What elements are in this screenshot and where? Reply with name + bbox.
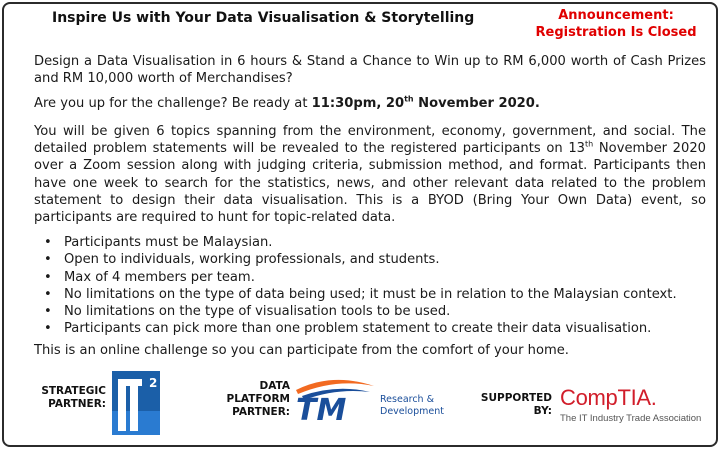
details-part-1: You will be given 6 topics spanning from the environment, economy, government, and social. The detailed problem statements will be revealed to the registered participants on 13 bbox=[34, 124, 706, 157]
rule-text: Open to individuals, working professionals, and students. bbox=[64, 252, 440, 268]
announcement-line-2: Registration Is Closed bbox=[535, 25, 697, 40]
bullet-icon: • bbox=[44, 304, 52, 320]
list-item bbox=[44, 251, 714, 268]
list-item bbox=[44, 234, 714, 251]
tm-research-line-2: Development bbox=[380, 406, 444, 417]
challenge-time-sup: th bbox=[404, 94, 414, 104]
supported-label-line-2: BY: bbox=[533, 405, 552, 417]
closing-paragraph: This is an online challenge so you can participate from the comfort of your home. bbox=[34, 343, 569, 358]
rule-text: Max of 4 members per team. bbox=[64, 269, 255, 285]
rule-text: No limitations on the type of visualisation tools to be used. bbox=[64, 304, 451, 320]
challenge-paragraph bbox=[34, 95, 706, 112]
details-part-2: November 2020 over a Zoom session along with judging criteria, submission method, and format. Participants then have one week to search for the statistics, news, and other relevant data related to the problem statement to design their data visualisation. This is a BYOD (Bring Your Own Data) event, so participants are required to hunt for topic-related data. bbox=[34, 141, 706, 226]
details-sup: th bbox=[585, 139, 594, 149]
svg-text:2: 2 bbox=[149, 376, 158, 390]
list-item bbox=[44, 303, 714, 320]
strategic-partner-label bbox=[16, 385, 106, 411]
supported-by-label bbox=[468, 392, 552, 418]
data-label-line-1: DATA bbox=[259, 380, 290, 392]
list-item bbox=[44, 286, 714, 303]
supported-label-line-1: SUPPORTED bbox=[480, 392, 552, 404]
data-label-line-2: PLATFORM bbox=[226, 393, 290, 405]
challenge-time-text: 11:30pm, 20 bbox=[311, 96, 405, 111]
it-squared-logo bbox=[112, 371, 160, 435]
bullet-icon: • bbox=[44, 252, 52, 268]
strategic-label-line-2: PARTNER: bbox=[48, 398, 106, 410]
challenge-time bbox=[312, 96, 540, 111]
challenge-prefix: Are you up for the challenge? Be ready at bbox=[34, 96, 312, 111]
bullet-icon: • bbox=[44, 269, 52, 285]
intro-paragraph: Design a Data Visualisation in 6 hours & Stand a Chance to Win up to RM 6,000 worth of Cash Prizes and RM 10,000 worth of Merchandises? bbox=[34, 54, 706, 87]
rule-text: Participants must be Malaysian. bbox=[64, 235, 273, 250]
comptia-tagline: The IT Industry Trade Association bbox=[560, 413, 702, 424]
list-item bbox=[44, 320, 714, 337]
announcement-line-1: Announcement: bbox=[558, 8, 674, 23]
details-paragraph bbox=[34, 123, 706, 226]
bullet-icon: • bbox=[44, 235, 52, 250]
rule-text: No limitations on the type of data being used; it must be in relation to the Malaysian context. bbox=[64, 286, 677, 302]
rule-text: Participants can pick more than one problem statement to create their data visualisation. bbox=[64, 321, 652, 337]
list-item bbox=[44, 269, 714, 286]
challenge-date-rest: November 2020. bbox=[413, 96, 540, 111]
page-title: Inspire Us with Your Data Visualisation & Storytelling bbox=[52, 10, 475, 26]
data-platform-partner-label bbox=[218, 380, 290, 419]
strategic-label-line-1: STRATEGIC bbox=[41, 385, 106, 397]
svg-text:TM: TM bbox=[296, 393, 347, 422]
tm-logo bbox=[292, 376, 376, 422]
announcement bbox=[526, 7, 706, 41]
rules-list bbox=[44, 234, 714, 338]
bullet-icon: • bbox=[44, 321, 52, 337]
bullet-icon: • bbox=[44, 286, 52, 302]
tm-research-line-1: Research & bbox=[380, 394, 435, 405]
data-label-line-3: PARTNER: bbox=[232, 406, 290, 418]
tm-research-label bbox=[380, 394, 444, 418]
comptia-logo: CompTIA. bbox=[560, 385, 657, 410]
